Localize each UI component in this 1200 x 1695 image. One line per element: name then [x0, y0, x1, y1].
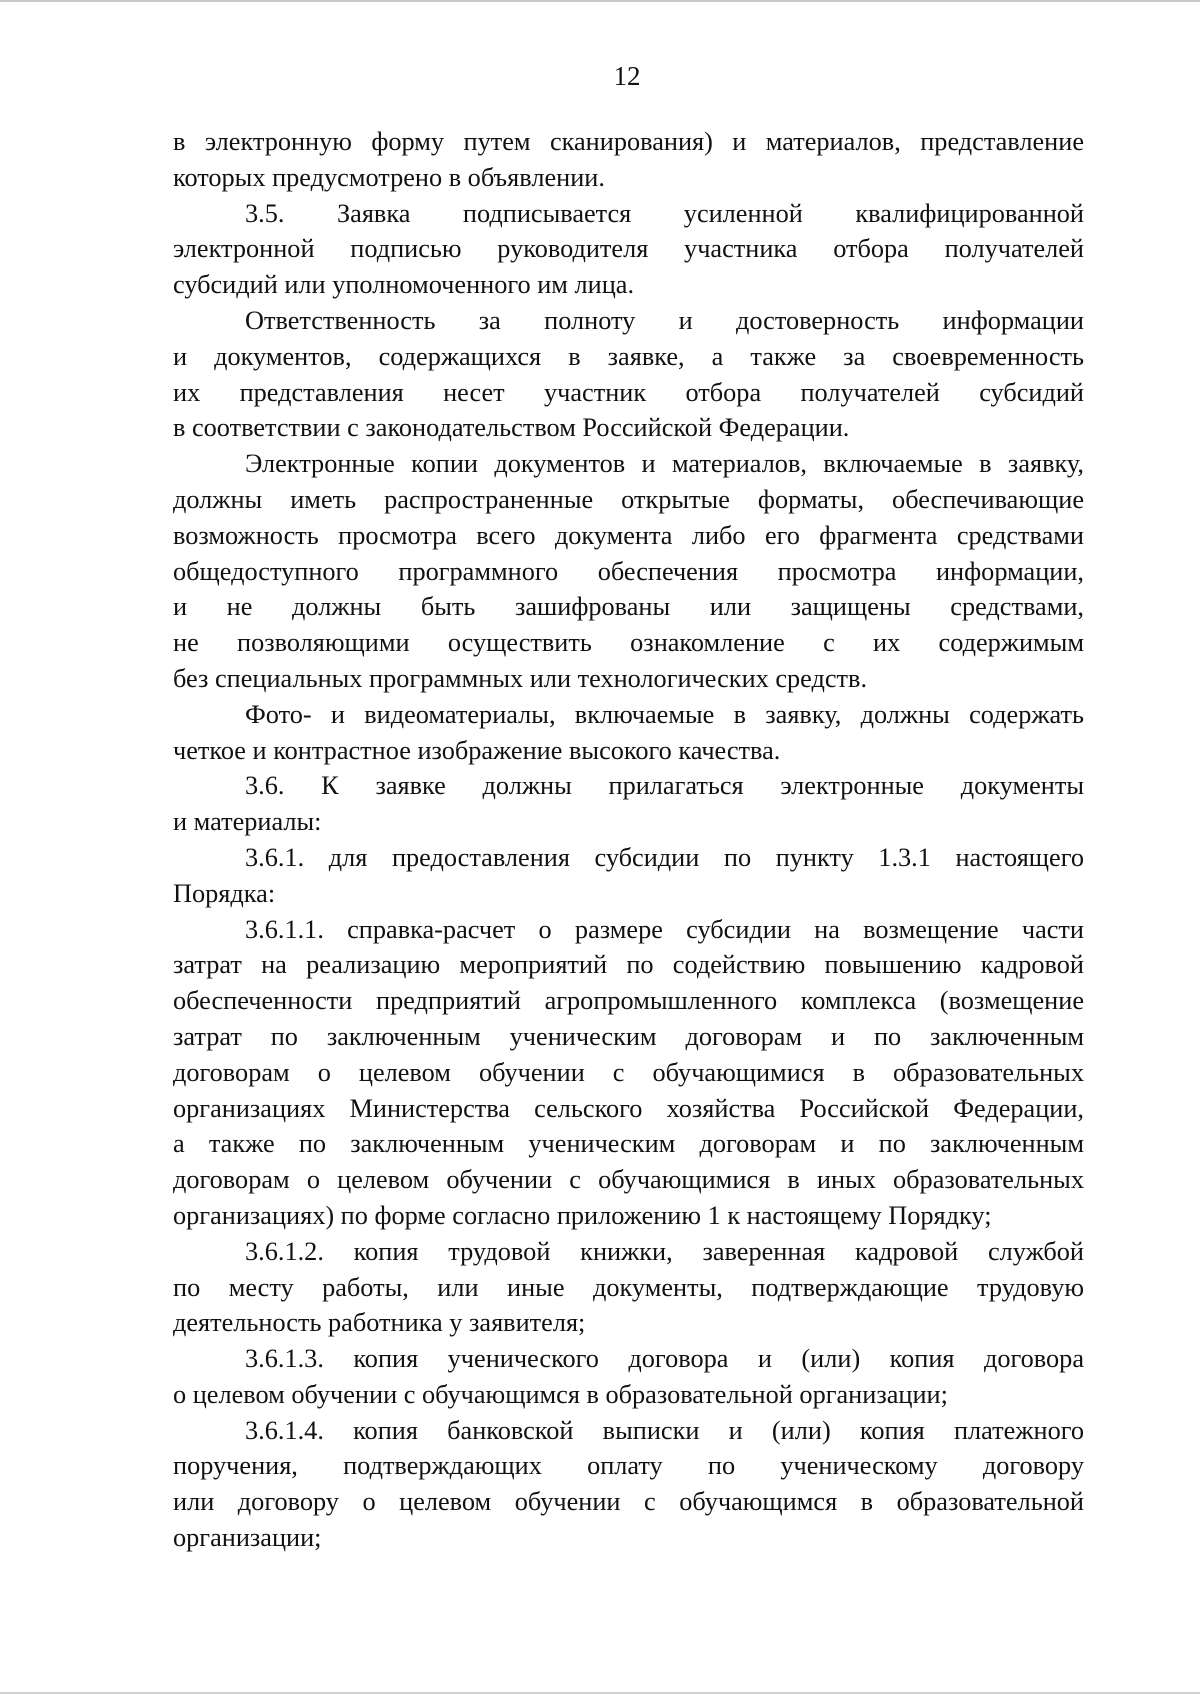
- text-line: их представления несет участник отбора получателей субсидий: [173, 377, 1084, 407]
- text-line: а также по заключенным ученическим договорам и по заключенным: [173, 1129, 1084, 1159]
- text-line: поручения, подтверждающих оплату по ученическому договору: [173, 1451, 1084, 1481]
- text-line: 3.6.1.2. копия трудовой книжки, заверенная кадровой службой: [245, 1236, 1084, 1266]
- text-line: должны иметь распространенные открытые форматы, обеспечивающие: [173, 484, 1084, 514]
- text-line: и не должны быть зашифрованы или защищены средствами,: [173, 592, 1084, 622]
- text-line: организации;: [173, 1523, 322, 1553]
- text-line: которых предусмотрено в объявлении.: [173, 162, 605, 192]
- text-line: общедоступного программного обеспечения просмотра информации,: [173, 556, 1084, 586]
- text-line: по месту работы, или иные документы, подтверждающие трудовую: [173, 1272, 1084, 1302]
- text-line: затрат на реализацию мероприятий по содействию повышению кадровой: [173, 950, 1084, 980]
- text-line: 3.6.1. для предоставления субсидии по пункту 1.3.1 настоящего: [245, 842, 1084, 872]
- text-line: без специальных программных или технологических средств.: [173, 663, 868, 693]
- text-line: не позволяющими осуществить ознакомление с их содержимым: [173, 628, 1084, 658]
- text-line: 3.6. К заявке должны прилагаться электронные документы: [245, 771, 1084, 801]
- text-line: Фото- и видеоматериалы, включаемые в заявку, должны содержать: [245, 699, 1084, 729]
- text-line: Ответственность за полноту и достоверность информации: [245, 305, 1084, 335]
- text-line: 3.6.1.1. справка-расчет о размере субсидии на возмещение части: [245, 914, 1084, 944]
- text-line: Порядка:: [173, 878, 276, 908]
- text-line: возможность просмотра всего документа либо его фрагмента средствами: [173, 520, 1084, 550]
- text-line: организациях) по форме согласно приложению 1 к настоящему Порядку;: [173, 1200, 992, 1230]
- scan-edge-top: [0, 0, 1200, 2]
- scan-edge-bottom: [0, 1692, 1200, 1694]
- text-line: обеспеченности предприятий агропромышленного комплекса (возмещение: [173, 986, 1084, 1016]
- text-line: субсидий или уполномоченного им лица.: [173, 270, 635, 300]
- text-line: в соответствии с законодательством Российской Федерации.: [173, 413, 850, 443]
- text-line: 3.6.1.3. копия ученического договора и (или) копия договора: [245, 1344, 1084, 1374]
- text-line: затрат по заключенным ученическим договорам и по заключенным: [173, 1021, 1084, 1051]
- text-line: в электронную форму путем сканирования) и материалов, представление: [173, 127, 1084, 156]
- text-line: электронной подписью руководителя участника отбора получателей: [173, 234, 1084, 264]
- text-line: 3.5. Заявка подписывается усиленной квалифицированной: [245, 198, 1084, 228]
- text-line: деятельность работника у заявителя;: [173, 1308, 586, 1338]
- text-line: договорам о целевом обучении с обучающимися в иных образовательных: [173, 1165, 1084, 1195]
- page-number: 12: [613, 61, 641, 91]
- text-line: о целевом обучении с обучающимся в образовательной организации;: [173, 1379, 948, 1409]
- text-line: и материалы:: [173, 807, 322, 837]
- text-line: четкое и контрастное изображение высокого качества.: [173, 735, 781, 765]
- document-body: [173, 124, 1084, 1556]
- text-line: договорам о целевом обучении с обучающимися в образовательных: [173, 1057, 1084, 1087]
- text-line: или договору о целевом обучении с обучающимся в образовательной: [173, 1487, 1084, 1517]
- text-line: Электронные копии документов и материалов, включаемые в заявку,: [245, 449, 1084, 479]
- text-line: организациях Министерства сельского хозяйства Российской Федерации,: [173, 1093, 1084, 1123]
- text-line: 3.6.1.4. копия банковской выписки и (или) копия платежного: [245, 1415, 1084, 1445]
- text-line: и документов, содержащихся в заявке, а также за своевременность: [173, 341, 1084, 371]
